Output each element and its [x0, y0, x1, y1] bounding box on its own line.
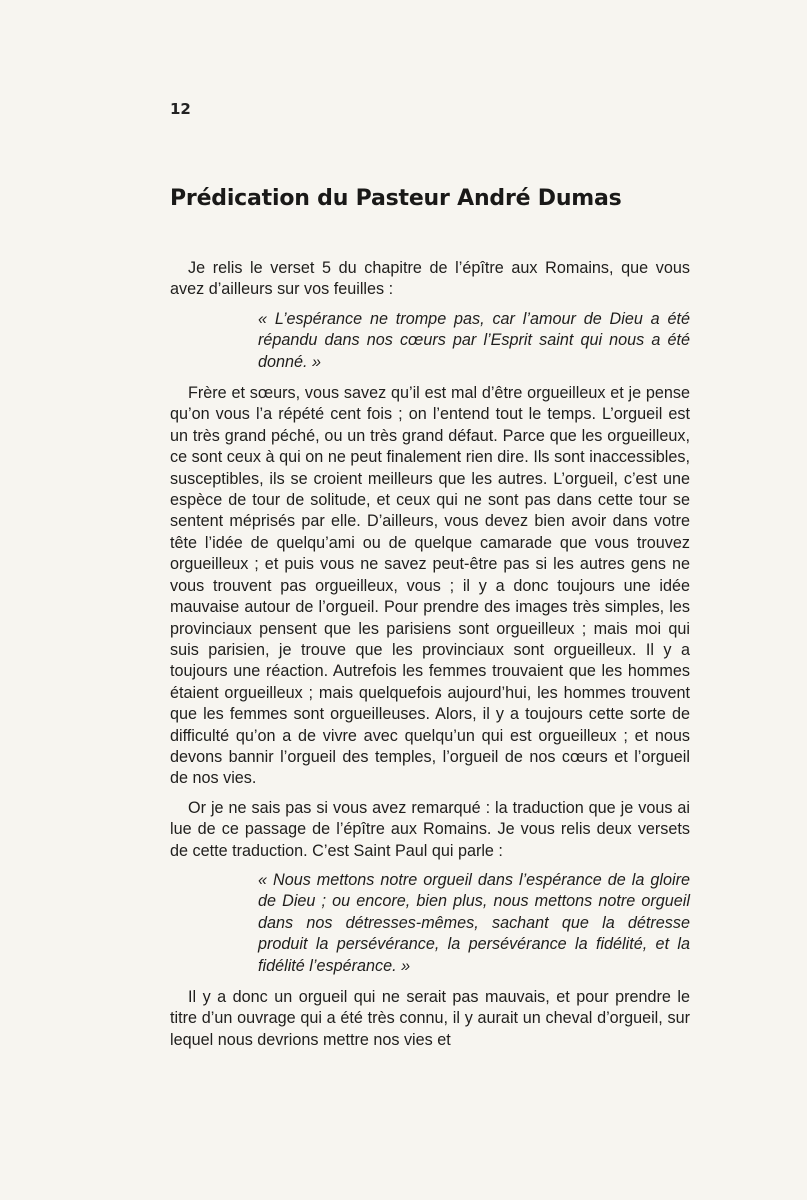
paragraph-orgueil: Frère et sœurs, vous savez qu’il est mal d’être orgueilleux et je pense qu’on vous l’a répété cent fois ; on l’entend tout le temps. L’orgueil est un très grand péché, ou un très grand défaut. Parce que les orgueilleux, ce sont ceux à qui on ne peut finalement rien dire. Ils sont inaccessibles, susceptibles, ils se croient meilleurs que les autres. L’orgueil, c’est une espèce de tour de solitude, et ceux qui ne sont pas dans cette tour se sentent méprisés par elle. D’ailleurs, vous devez bien avoir dans votre tête l’idée de quelqu’ami ou de quelque camarade que vous trouvez orgueilleux ; et puis vous ne savez peut-être pas si les autres gens ne vous trouvent pas orgueilleux, vous ; il y a donc toujours une idée mauvaise autour de l’orgueil. Pour prendre des images très simples, les provinciaux pensent que les parisiens sont orgueilleux ; mais moi qui suis parisien, je trouve que les provinciaux sont orgueilleux. Il y a toujours une réaction. Autrefois les femmes trouvaient que les hommes étaient orgueilleux ; mais quelquefois aujourd’hui, les hommes trouvent que les femmes sont orgueilleuses. Alors, il y a toujours cette sorte de difficulté qu’on a de vivre avec quelqu’un qui est orgueilleux ; et nous devons bannir l’orgueil des temples, l’orgueil de nos cœurs et l’orgueil de nos vies. [170, 384, 690, 788]
paragraph-intro: Je relis le verset 5 du chapitre de l’épître aux Romains, que vous avez d’ailleurs sur vos feuilles : [170, 259, 690, 299]
scripture-quote-2: « Nous mettons notre orgueil dans l’espérance de la gloire de Dieu ; ou encore, bien plus, nous mettons notre orgueil dans nos détresses-mêmes, sachant que la détresse produit la persévérance, la persévérance la fidélité, et la fidélité l’espérance. » [258, 870, 690, 975]
scripture-quote-1: « L’espérance ne trompe pas, car l’amour de Dieu a été répandu dans nos cœurs par l’Esprit saint qui nous a été donné. » [258, 309, 690, 371]
paragraph-traduction: Or je ne sais pas si vous avez remarqué : la traduction que je vous ai lue de ce passage de l’épître aux Romains. Je vous relis deux versets de cette traduction. C’est Saint Paul qui parle : [170, 798, 690, 860]
page-title: Prédication du Pasteur André Dumas [170, 186, 622, 211]
page-number: 12 [170, 100, 191, 118]
sermon-body [170, 258, 690, 1059]
paragraph-cheval-orgueil: Il y a donc un orgueil qui ne serait pas mauvais, et pour prendre le titre d’un ouvrage qui a été très connu, il y aurait un cheval d’orgueil, sur lequel nous devrions mettre nos vies et [170, 988, 690, 1049]
